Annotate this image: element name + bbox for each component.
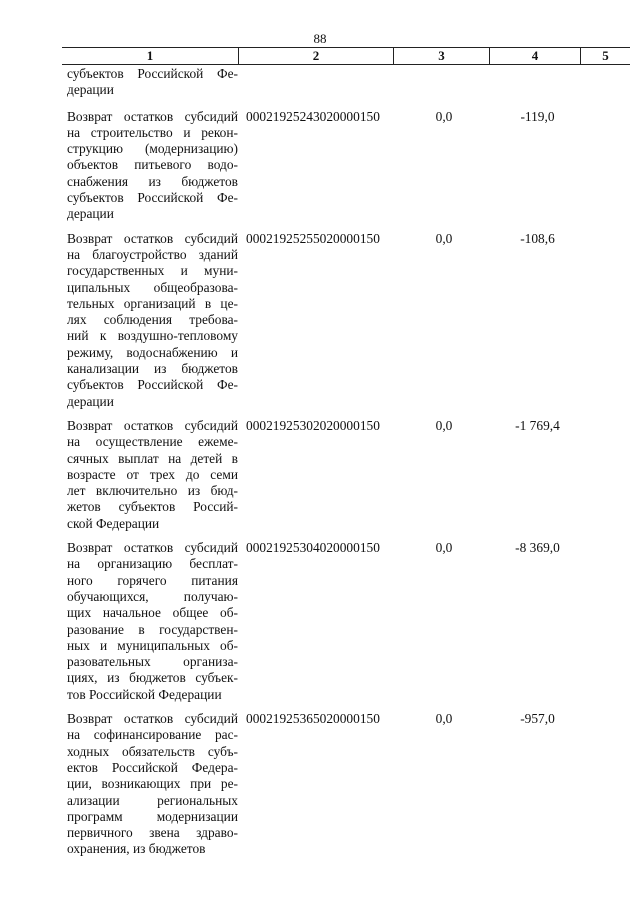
- description-line: жетов субъектов Россий-: [67, 499, 238, 515]
- description-line: на строительство и рекон-: [67, 124, 238, 140]
- description-line: ных и муниципальных об-: [67, 637, 238, 653]
- column-4-value: -119,0: [520, 108, 555, 124]
- column-3-value: 0,0: [435, 230, 453, 246]
- column-4-value: -957,0: [520, 711, 555, 727]
- description-line: струкцию (модернизацию): [67, 141, 238, 157]
- description-line: ции, возникающих при ре-: [67, 776, 238, 792]
- budget-code-cell: 00021925365020000150: [246, 711, 380, 727]
- description-line: циях, из бюджетов субъек-: [67, 670, 238, 686]
- description-line: щих начальное общее об-: [67, 605, 238, 621]
- description-cell: [67, 418, 238, 532]
- description-line: субъектов Российской Фе-: [67, 377, 238, 393]
- column-header-1: 1: [146, 48, 154, 63]
- description-line: государственных и муни-: [67, 263, 238, 279]
- description-line: на софинансирование рас-: [67, 727, 238, 743]
- description-line: канализации из бюджетов: [67, 361, 238, 377]
- column-4-value: -1 769,4: [515, 417, 560, 433]
- description-line: на организацию бесплат-: [67, 556, 238, 572]
- description-cell: [67, 711, 238, 858]
- description-line: лях соблюдения требова-: [67, 312, 238, 328]
- description-line: первичного звена здраво-: [67, 825, 238, 841]
- description-line: субъектов Российской Фе-: [67, 190, 238, 206]
- column-3-value: 0,0: [435, 108, 453, 124]
- description-cell: [67, 540, 238, 703]
- column-header-3: 3: [438, 48, 445, 63]
- column-3-value: 0,0: [435, 711, 453, 727]
- column-4-value: -8 369,0: [515, 540, 560, 556]
- column-4-value: -108,6: [520, 230, 555, 246]
- description-line: ний к воздушно-тепловому: [67, 328, 238, 344]
- description-line: обучающихся, получаю-: [67, 588, 238, 604]
- description-line: ектов Российской Федера-: [67, 759, 238, 775]
- table-row: [0, 418, 640, 532]
- description-line: дерации: [67, 206, 114, 222]
- description-line: Возврат остатков субсидий: [67, 108, 238, 124]
- description-line: Возврат остатков субсидий: [67, 711, 238, 727]
- budget-code-cell: 00021925255020000150: [246, 230, 380, 246]
- description-line: субъектов Российской Фе-: [67, 66, 238, 81]
- column-3-value: 0,0: [435, 540, 453, 556]
- description-line: программ модернизации: [67, 808, 238, 824]
- description-line: Возврат остатков субсидий: [67, 417, 238, 433]
- description-line: ципальных общеобразова-: [67, 279, 238, 295]
- description-line: ного горячего питания: [67, 572, 238, 588]
- description-line: дерации: [67, 393, 114, 409]
- table-row: [0, 231, 640, 410]
- description-cell: [67, 231, 238, 410]
- description-line: Возврат остатков субсидий: [67, 540, 238, 556]
- budget-code-cell: 00021925304020000150: [246, 540, 380, 556]
- description-line: разовательных организа-: [67, 654, 238, 670]
- budget-code-cell: 00021925302020000150: [246, 417, 380, 433]
- description-line: сячных выплат на детей в: [67, 450, 238, 466]
- column-header-4: 4: [531, 48, 539, 63]
- description-line: возрасте от трех до семи: [67, 466, 238, 482]
- description-line: на благоустройство зданий: [67, 246, 238, 262]
- description-line: ализации региональных: [67, 792, 238, 808]
- table-row: [0, 711, 640, 858]
- description-line: лет включительно из бюд-: [67, 483, 238, 499]
- table-body: [0, 66, 640, 866]
- column-3-value: 0,0: [435, 417, 453, 433]
- description-line: дерации: [67, 82, 114, 98]
- description-line: на осуществление ежеме-: [67, 434, 238, 450]
- table-row: [0, 540, 640, 703]
- description-line: тельных организаций в це-: [67, 295, 238, 311]
- description-line: снабжения из бюджетов: [67, 173, 238, 189]
- column-header-5: 5: [602, 48, 609, 63]
- description-line: ской Федерации: [67, 515, 160, 531]
- description-line: ходных обязательств субъ-: [67, 743, 238, 759]
- description-line: режиму, водоснабжению и: [67, 344, 238, 360]
- table-row: [0, 109, 640, 223]
- description-line: разование в государствен-: [67, 621, 238, 637]
- description-line: объектов питьевого водо-: [67, 157, 238, 173]
- description-line: охранения, из бюджетов: [67, 841, 206, 857]
- page-number: 88: [313, 31, 327, 46]
- table-row: [0, 66, 640, 99]
- description-line: Возврат остатков субсидий: [67, 230, 238, 246]
- description-cell: [67, 66, 238, 99]
- table-header-bottom-rule: [62, 64, 630, 65]
- column-header-2: 2: [312, 48, 320, 63]
- description-line: тов Российской Федерации: [67, 686, 222, 702]
- budget-code-cell: 00021925243020000150: [246, 108, 380, 124]
- description-cell: [67, 109, 238, 223]
